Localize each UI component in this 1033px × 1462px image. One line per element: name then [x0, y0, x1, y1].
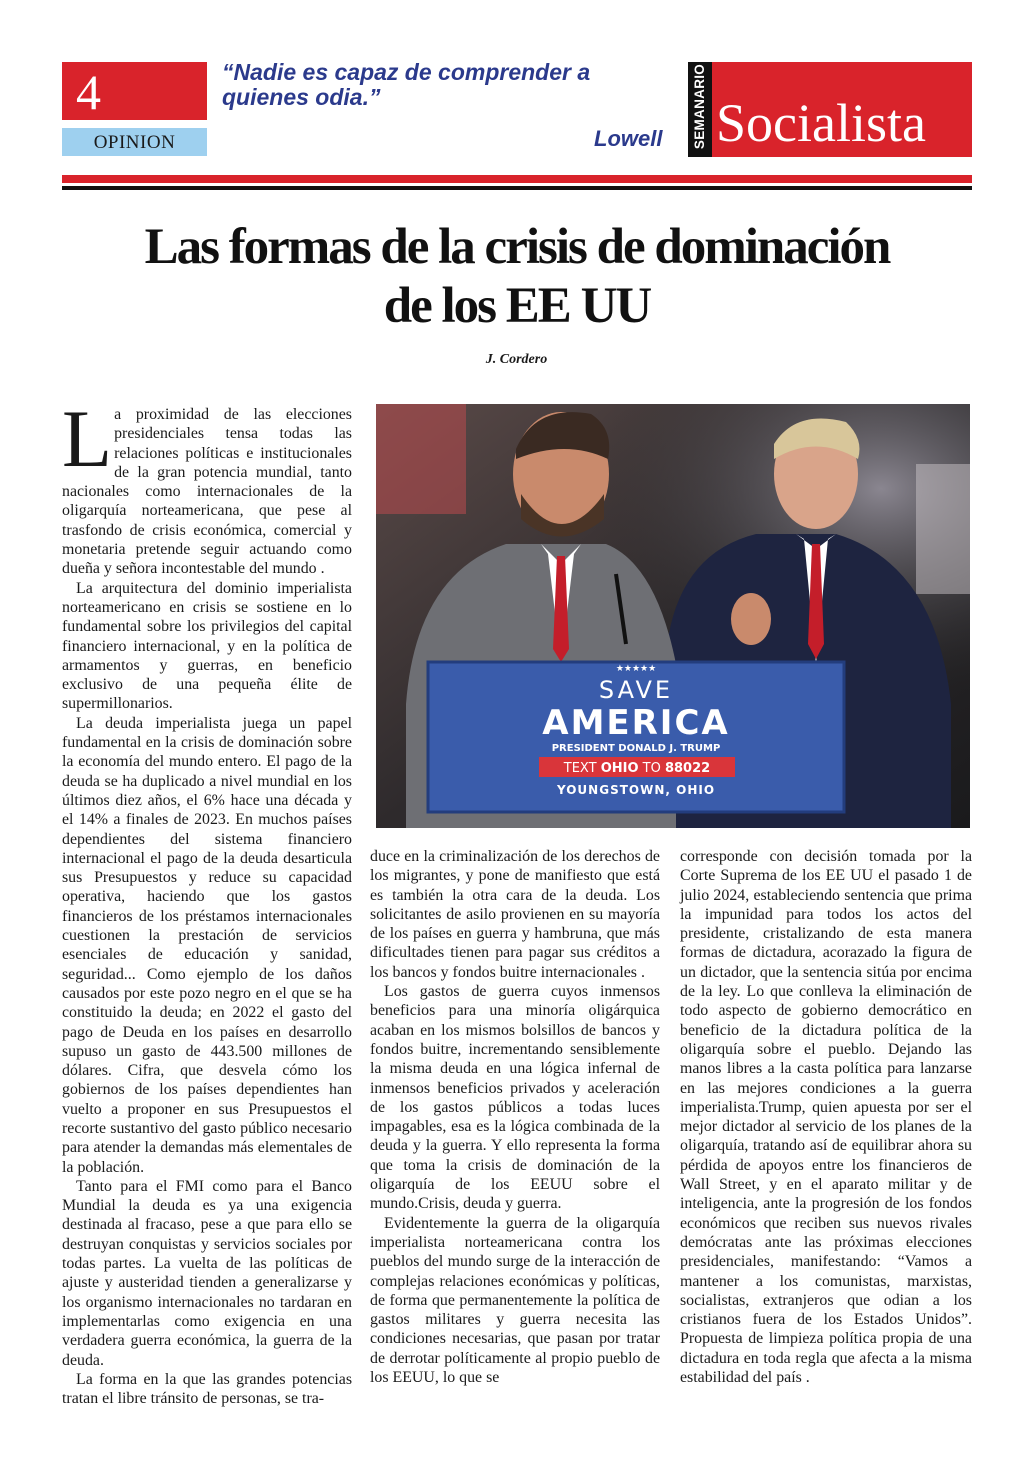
article-byline: J. Cordero — [485, 352, 548, 367]
sign-stars: ★★★★★ — [615, 663, 657, 673]
section-label: OPINION — [62, 128, 207, 156]
paragraph: corresponde con decisión tomada por la Corte Suprema de los EE UU el pasado 1 de julio 2024, estableciendo sentencia que prima la impunidad para todos los actos del presidente, cristalizando de esta manera formas de dictadura, acorazado la figura de un dictador, que la sentencia sitúa por encima de la ley. Lo que conlleva la eliminación de todo aspecto de gobierno democrático en beneficio de la dictadura política de la oligarquía sobre el pueblo. Dejando las manos libres a la casta política para lanzarse en las mejores condiciones a la guerra imperialista.Trump, quien apuesta por ser el mejor dictador al servicio de los planes de la oligarquía, tratando así de equilibrar ahora su pérdida de apoyos entre los financieros de Wall Street, y en el aparato militar y de inteligencia, ante la progresión de los fondos económicos que reciben sus nuevos rivales demócratas ante las próximas elecciones presidenciales, manifestando: “Vamos a mantener a los comunistas, marxistas, socialistas, extranjeros que odian a los cristianos fuera de los Estados Unidos”. Propuesta de limpieza política propia de una dictadura en toda regla que afecta a la misma estabilidad del país . — [680, 848, 972, 1387]
paragraph: La deuda imperialista juega un papel fundamental en la crisis de dominación sobre la economía del mundo entero. El pago de la deuda se ha duplicado a nivel mundial en los últimos diez años, el 6% hace una década y el 14% a finales de 2023. En muchos países dependientes del sistema financiero internacional el pago de la deuda desarticula sus Presupuestos y reduce su capacidad operativa, haciendo que los gastos financieros de los préstamos internacionales cuestionen la prestación de servicios esenciales de educación y sanidad, seguridad... Como ejemplo de los daños causados por este pozo negro en el que se ha constituido la deuda; en 2022 el gasto del pago de Deuda en los países en desarrollo supuso un gasto de 443.500 millones de dólares. Cifra, que desvela cómo los gobiernos de los países dependientes han vuelto a proponer en sus Presupuestos el recorte sustantivo del gasto público necesario para atender la demandas más elementales de la población. — [62, 714, 352, 1176]
paragraph-text: a proximidad de las elecciones presidenciales tensa todas las relaciones políticas e institucionales de la gran potencia mundial, tanto nacionales como internacionales de la oligarquía norteamericana, que pese al trasfondo de crisis económica, comercial y monetaria pretende seguir actuando como dueña y señora incontestable del mundo . — [62, 406, 352, 578]
paragraph: Tanto para el FMI como para el Banco Mundial la deuda es ya una exigencia destinada al fracaso, pese a que para ello se destruyan conquistas y servicios sociales por todas partes. La vuelta de las políticas de ajuste y austeridad tienden a generalizarse y los organismo internacionales no tardaran en implementarlas como exigencia en una verdadera guerra económica, la guerra de la deuda. — [62, 1177, 352, 1369]
header-rule-red — [62, 175, 972, 183]
paragraph — [62, 393, 352, 579]
sign-text-line: TEXT OHIO TO 88022 — [563, 761, 711, 776]
paragraph: La arquitectura del dominio imperialista norteamericano en crisis se sostiene en lo fundamental sobre los privilegios del capital financiero internacional, y en la política de armamentos y guerras, en beneficio exclusivo de una pequeña élite de supermillonarios. — [62, 579, 352, 713]
paragraph: duce en la criminalización de los derechos de los migrantes, y pone de manifiesto que está es también la otra cara de la deuda. Los solicitantes de asilo provienen en su mayoría de los países en guerra y hambruna, que más dificultades tienen para pagar sus créditos a los bancos y fondos buitre internacionales . — [370, 848, 660, 981]
paragraph: La forma en la que las grandes potencias tratan el libre tránsito de personas, se tra- — [62, 1370, 352, 1408]
crowd-sign-left — [376, 404, 466, 514]
article-column-1 — [62, 393, 352, 1408]
crowd-sign-right — [916, 464, 970, 594]
article-headline — [62, 218, 972, 336]
sign-president: PRESIDENT DONALD J. TRUMP — [551, 743, 721, 754]
headline-line1: Las formas de la crisis de dominación — [144, 219, 890, 275]
quote-author: Lowell — [594, 126, 663, 151]
masthead-title: Socialista — [716, 93, 926, 153]
sign-location: YOUNGSTOWN, OHIO — [556, 783, 716, 797]
article-column-2 — [370, 847, 660, 1387]
masthead — [688, 62, 972, 157]
article-photo — [376, 404, 970, 828]
sign-america: AMERICA — [542, 703, 730, 743]
rally-photo-illustration — [376, 404, 970, 828]
headline-line2: de los EE UU — [383, 278, 651, 334]
raised-hand — [731, 593, 771, 645]
paragraph: Los gastos de guerra cuyos inmensos beneficios para una minoría oligárquica acaban en los mismos bolsillos de bancos y fondos buitre, incrementando sensiblemente la misma deuda en una lógica infernal de inmensos beneficios privados y aceleración de los gastos públicos a todas luces impagables, esa es la lógica combinada de la deuda y la guerra. Y ello representa la forma que toma la crisis de dominación de la oligarquía de los EEUU sobre el mundo.Crisis, deuda y guerra. — [370, 983, 660, 1213]
paragraph: Evidentemente la guerra de la oligarquía imperialista norteamericana contra los pueblos del mundo surge de la interacción de complejas relaciones económicas y políticas, de forma que permanentemente la política de gastos militares y guerra necesita las condiciones necesarias, que pasan por tratar de derrotar políticamente al propio pueblo de los EEUU, lo que se — [370, 1214, 660, 1387]
masthead-small-label: SEMANARIO — [692, 63, 707, 150]
page-number-box — [62, 62, 207, 120]
header-quote: “Nadie es capaz de comprender a quienes odia.” — [222, 59, 591, 110]
drop-cap: L — [62, 393, 113, 484]
article-column-3 — [680, 847, 972, 1387]
header-rule-black — [62, 186, 972, 190]
page-number: 4 — [76, 64, 101, 120]
sign-save: SAVE — [598, 676, 674, 704]
